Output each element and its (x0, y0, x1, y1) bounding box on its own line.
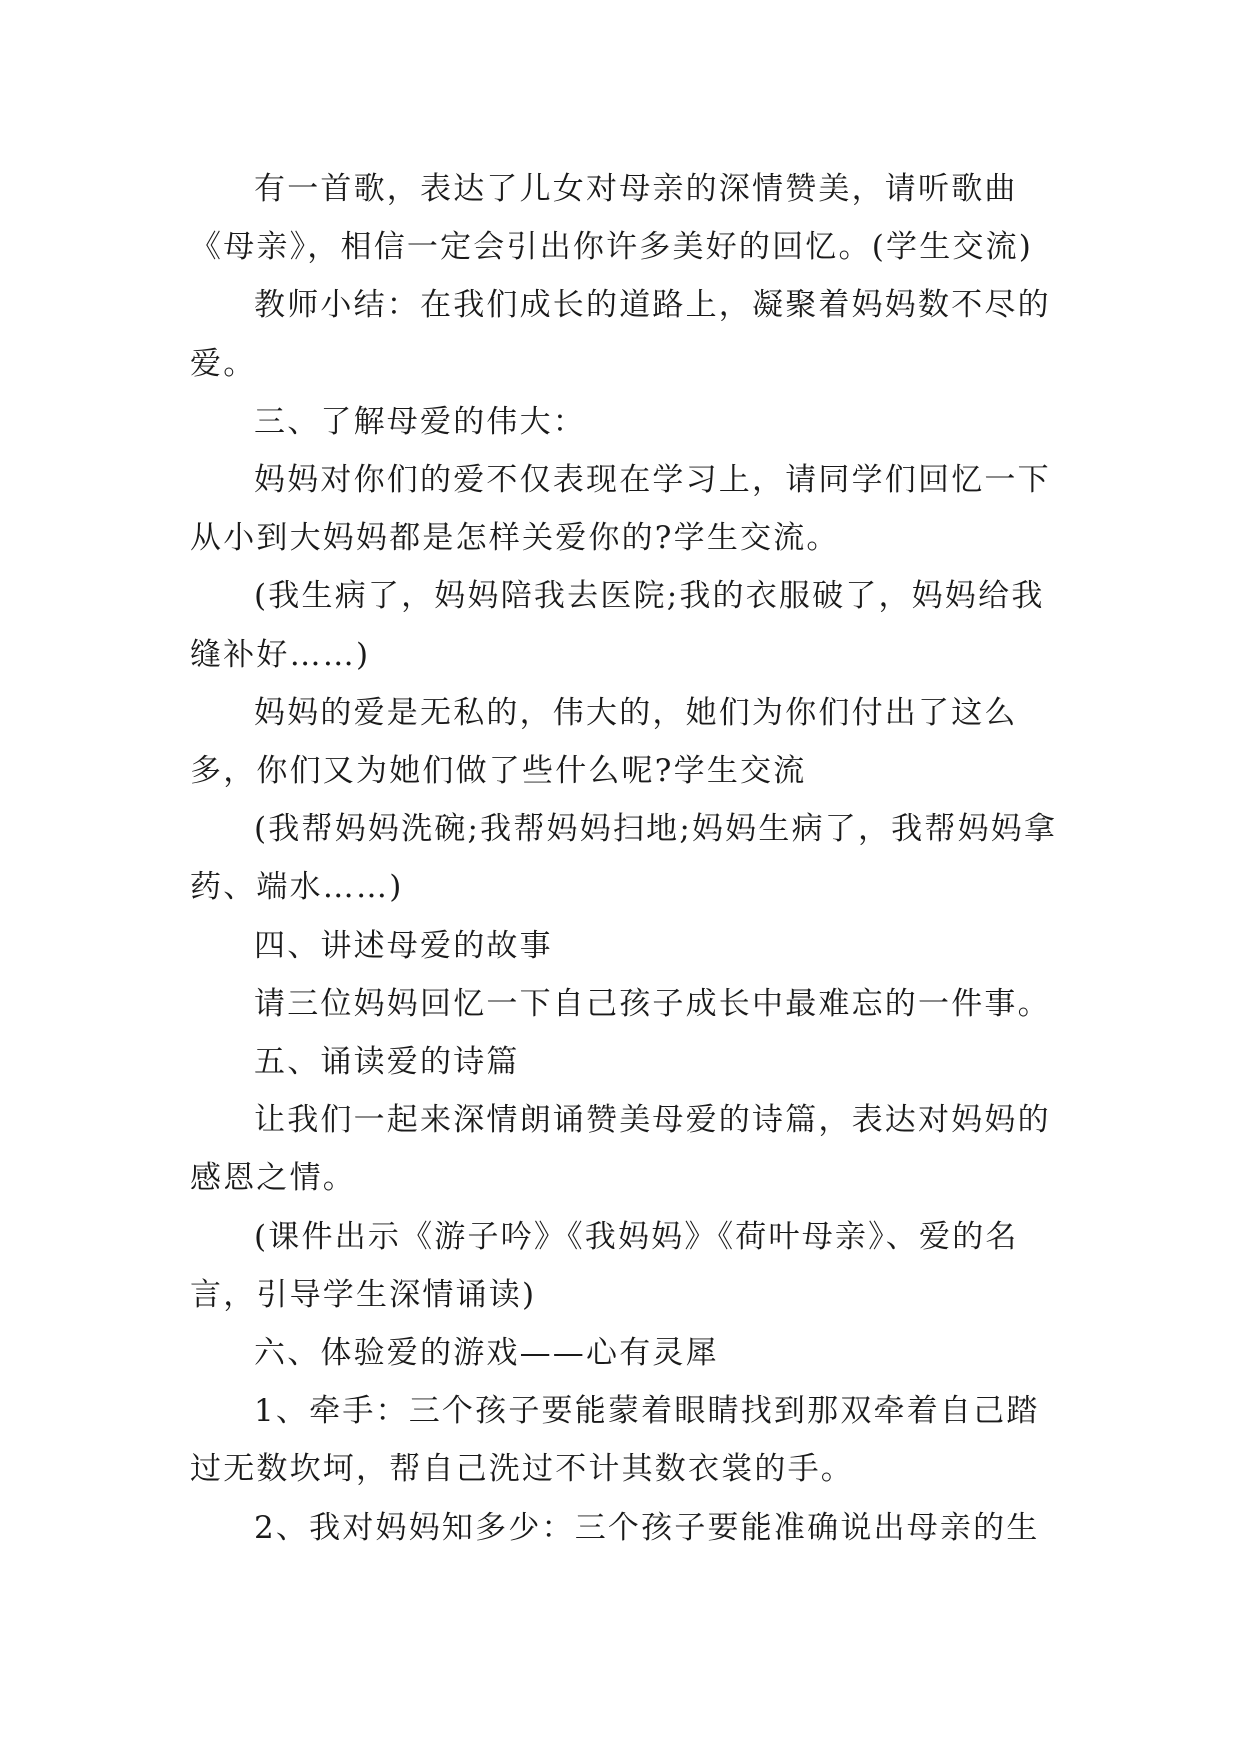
paragraph: (我生病了，妈妈陪我去医院;我的衣服破了，妈妈给我缝补好……) (190, 578, 1045, 673)
paragraph: 2、我对妈妈知多少：三个孩子要能准确说出母亲的生 (254, 1509, 1040, 1546)
paragraph: 教师小结：在我们成长的道路上，凝聚着妈妈数不尽的爱。 (190, 287, 1051, 382)
section-heading: 三、了解母爱的伟大： (254, 403, 586, 440)
paragraph: (我帮妈妈洗碗;我帮妈妈扫地;妈妈生病了，我帮妈妈拿药、端水……) (190, 811, 1058, 906)
paragraph: 妈妈的爱是无私的，伟大的，她们为你们付出了这么多，你们又为她们做了些什么呢?学生交流 (190, 694, 1018, 790)
paragraph: 1、牵手：三个孩子要能蒙着眼睛找到那双牵着自己踏过无数坎坷，帮自己洗过不计其数衣裳的手。 (190, 1393, 1040, 1488)
paragraph: 妈妈对你们的爱不仅表现在学习上，请同学们回忆一下从小到大妈妈都是怎样关爱你的?学生交流。 (190, 462, 1051, 557)
paragraph: (课件出示《游子吟》《我妈妈》《荷叶母亲》、爱的名言，引导学生深情诵读) (190, 1218, 1019, 1313)
section-heading: 四、讲述母爱的故事 (254, 927, 553, 964)
paragraph: 有一首歌，表达了儿女对母亲的深情赞美，请听歌曲《母亲》，相信一定会引出你许多美好的回忆。(学生交流) (190, 171, 1034, 266)
paragraph: 请三位妈妈回忆一下自己孩子成长中最难忘的一件事。 (254, 985, 1051, 1022)
section-heading: 六、体验爱的游戏——心有灵犀 (254, 1335, 719, 1372)
section-heading: 五、诵读爱的诗篇 (254, 1044, 520, 1081)
paragraph: 让我们一起来深情朗诵赞美母爱的诗篇，表达对妈妈的感恩之情。 (190, 1102, 1051, 1197)
document-body (190, 160, 1060, 1557)
